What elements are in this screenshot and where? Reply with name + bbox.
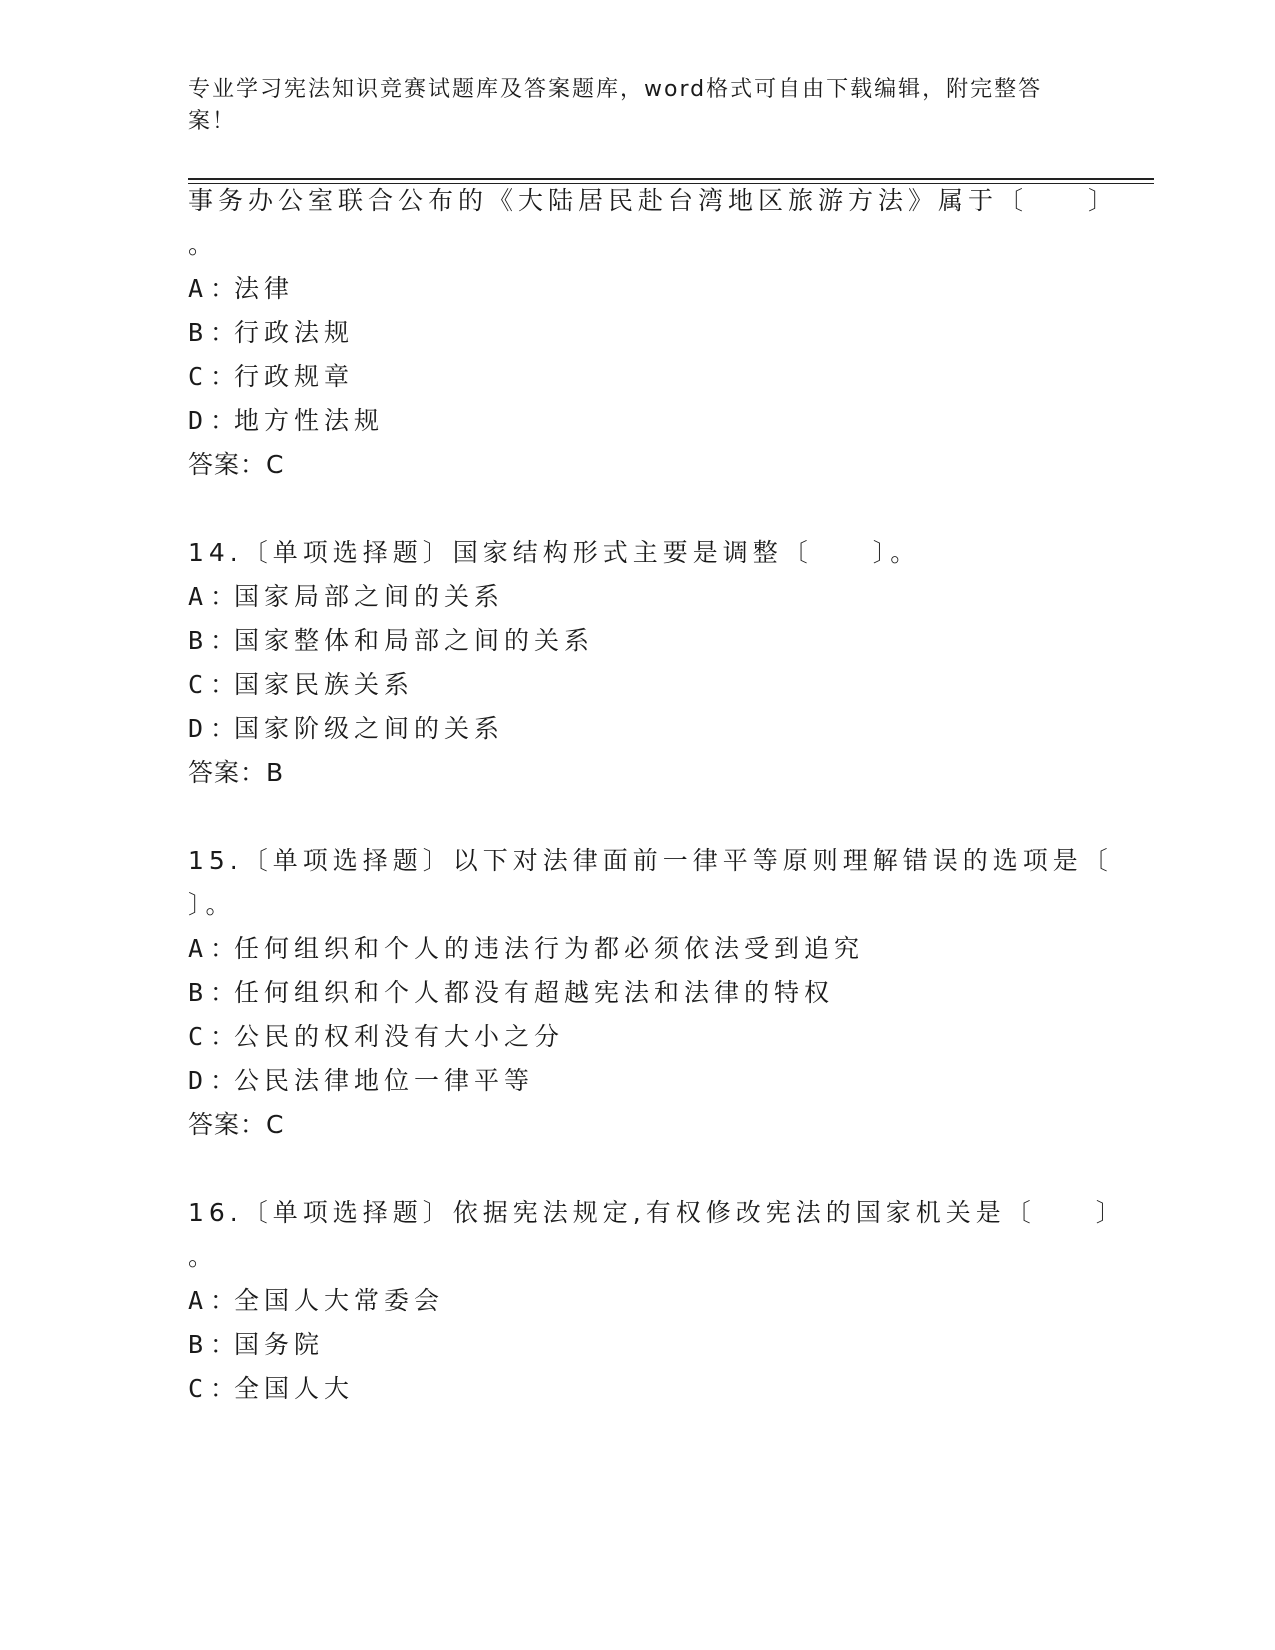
q13-stem-line1: 事务办公室联合公布的《大陆居民赴台湾地区旅游方法》属于〔 〕 xyxy=(188,186,1119,215)
option-separator: ： xyxy=(210,582,241,611)
option-text: 任何组织和个人的违法行为都必须依法受到追究 xyxy=(234,934,865,963)
q14-option-d xyxy=(188,712,504,746)
q16-stem-line2: 。 xyxy=(188,1242,219,1271)
q15-option-a xyxy=(188,932,864,966)
option-separator: ： xyxy=(210,406,241,435)
q14-option-a xyxy=(188,580,504,614)
q13-stem-line2: 。 xyxy=(188,230,219,259)
option-text: 国家局部之间的关系 xyxy=(234,582,505,611)
q14-option-c xyxy=(188,668,414,702)
option-letter: B xyxy=(188,626,209,655)
q14-answer: 答案：B xyxy=(188,758,285,787)
option-separator: ： xyxy=(210,1066,241,1095)
option-text: 行政规章 xyxy=(234,362,355,391)
option-text: 国家民族关系 xyxy=(234,670,415,699)
q13-option-a xyxy=(188,272,294,306)
intro-text: 专业学习宪法知识竞赛试题库及答案题库，word格式可自由下载编辑，附完整答案！ xyxy=(188,77,1043,134)
option-letter: B xyxy=(188,978,209,1007)
option-letter: A xyxy=(188,582,209,611)
q15-option-c xyxy=(188,1020,564,1054)
option-text: 国家整体和局部之间的关系 xyxy=(234,626,595,655)
option-text: 任何组织和个人都没有超越宪法和法律的特权 xyxy=(234,978,835,1007)
q16-stem-line1: 16.〔单项选择题〕依据宪法规定,有权修改宪法的国家机关是〔 〕 xyxy=(188,1198,1126,1227)
q15-option-b xyxy=(188,976,834,1010)
option-letter: C xyxy=(188,670,209,699)
q15-stem-line2: 〕。 xyxy=(188,890,236,919)
header-divider-top xyxy=(188,178,1154,180)
option-separator: ： xyxy=(210,318,241,347)
option-separator: ： xyxy=(210,1374,241,1403)
option-separator: ： xyxy=(210,1022,241,1051)
option-letter: A xyxy=(188,1286,209,1315)
option-separator: ： xyxy=(210,274,241,303)
option-letter: C xyxy=(188,1022,209,1051)
option-letter: A xyxy=(188,934,209,963)
option-separator: ： xyxy=(210,670,241,699)
option-letter: B xyxy=(188,1330,209,1359)
option-text: 国务院 xyxy=(234,1330,325,1359)
q15-stem-line1: 15.〔单项选择题〕以下对法律面前一律平等原则理解错误的选项是〔 xyxy=(188,846,1113,875)
option-separator: ： xyxy=(210,1286,241,1315)
option-letter: A xyxy=(188,274,209,303)
q14-stem-line1: 14.〔单项选择题〕国家结构形式主要是调整〔 〕。 xyxy=(188,538,921,567)
q13-option-d xyxy=(188,404,384,438)
option-text: 全国人大常委会 xyxy=(234,1286,445,1315)
option-text: 公民的权利没有大小之分 xyxy=(234,1022,565,1051)
option-separator: ： xyxy=(210,978,241,1007)
option-letter: B xyxy=(188,318,209,347)
option-letter: C xyxy=(188,362,209,391)
q16-option-c xyxy=(188,1372,354,1406)
q13-option-c xyxy=(188,360,354,394)
option-letter: D xyxy=(188,714,209,743)
option-separator: ： xyxy=(210,1330,241,1359)
q16-option-b xyxy=(188,1328,324,1362)
q13-answer: 答案：C xyxy=(188,450,285,479)
option-text: 法律 xyxy=(234,274,295,303)
option-text: 全国人大 xyxy=(234,1374,355,1403)
q14-option-b xyxy=(188,624,594,658)
option-separator: ： xyxy=(210,626,241,655)
q16-option-a xyxy=(188,1284,444,1318)
option-letter: D xyxy=(188,1066,209,1095)
q15-answer: 答案：C xyxy=(188,1110,285,1139)
option-separator: ： xyxy=(210,714,241,743)
option-text: 公民法律地位一律平等 xyxy=(234,1066,535,1095)
option-separator: ： xyxy=(210,934,241,963)
option-letter: D xyxy=(188,406,209,435)
q13-option-b xyxy=(188,316,354,350)
option-text: 行政法规 xyxy=(234,318,355,347)
option-text: 地方性法规 xyxy=(234,406,385,435)
q15-option-d xyxy=(188,1064,534,1098)
option-text: 国家阶级之间的关系 xyxy=(234,714,505,743)
option-separator: ： xyxy=(210,362,241,391)
option-letter: C xyxy=(188,1374,209,1403)
